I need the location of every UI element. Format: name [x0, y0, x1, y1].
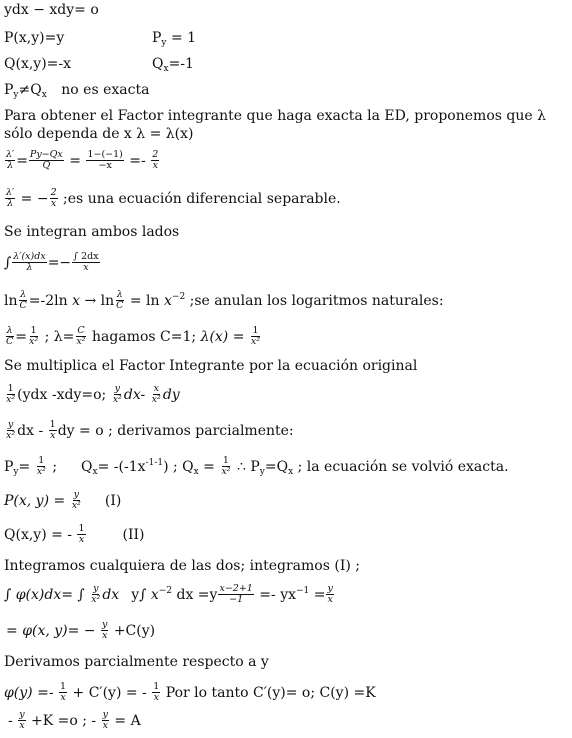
partial-derivative-line: $\frac{y}{\text{x²}}$ dx - $\frac{1}{x}$ dy = o ; derivamos parcialmente: [6, 419, 294, 442]
exactness-check-line: $P_y=$ $\frac{1}{\text{x²}}$ ; $Q_x= -(-1x^{-1-1})$ ; $Q_x$ = $\frac{1}{\text{x²}}$ ∴ $P_y=Q_x$ ; la ecuación se volvió exacta. [4, 455, 509, 478]
lambda-solution-line: $\frac{\lambda}{C}$ = $\frac{1}{\text{x²}}$ ; λ= $\frac{C}{\text{x²}}$ hagamos C=1; λ(x) = $\frac{1}{\text{x²}}$ [6, 325, 261, 348]
fraction: $\frac{\lambda}{C}$ [116, 289, 124, 312]
integrate-choice-text: Integramos cualquiera de las dos; integramos (I) ; [4, 558, 360, 574]
fraction: $\frac{1}{\text{x²}}$ [36, 455, 46, 478]
fraction: $\frac{1-(-1)}{-x}$ [87, 149, 123, 172]
fraction: $\frac{\lambda'(x)dx}{\lambda}$ [13, 251, 46, 274]
fraction: $\frac{1}{x}$ [60, 681, 67, 704]
fraction: $\frac{1}{x}$ [153, 681, 160, 704]
fraction: $\frac{y}{x}$ [19, 709, 25, 732]
fraction: $\frac{Py-Qx}{Q}$ [29, 149, 63, 172]
fraction: $\frac{x}{\text{x²}}$ [151, 383, 161, 406]
integrating-factor-paragraph: Para obtener el Factor integrante que haga exacta la ED, proponemos que λ sólo dependa de x λ = λ(x) [4, 108, 546, 142]
equation-ii: Q(x,y) = - $\frac{1}{x}$ (II) [4, 523, 145, 546]
fraction: $\frac{1}{\text{x²}}$ [29, 325, 39, 348]
fraction: $\frac{\lambda'}{\lambda}$ [6, 187, 15, 210]
lambda-ratio-equation: $\frac{\lambda'}{\lambda}$ = $\frac{Py-Qx}{Q}$ = $\frac{1-(-1)}{-x}$ =- $\frac{2}{x}$ [6, 149, 159, 172]
ode-equation: ydx − xdy= o [4, 2, 99, 18]
equation-i: P(x, y) = $\frac{y}{\text{x²}}$ (I) [4, 489, 122, 512]
integrate-both-sides-text: Se integran ambos lados [4, 224, 180, 240]
fraction: $\frac{1}{\text{x²}}$ [221, 455, 231, 478]
fraction: $\frac{2}{x}$ [50, 187, 57, 210]
separable-equation-line: $\frac{\lambda'}{\lambda}$ = − $\frac{2}{x}$ ;es una ecuación diferencial separable. [6, 187, 341, 210]
fraction: $\frac{y}{\text{x²}}$ [112, 383, 122, 406]
py-derivative: $P_y = 1$ [152, 30, 197, 48]
p-definition-row: P(x,y)=y [4, 30, 65, 46]
phi-result-line: = φ(x, y)= − $\frac{y}{x}$ +C(y) [6, 619, 156, 642]
integration-line: ∫ φ(x)dx= ∫ $\frac{y}{\text{x²}}$ dx y∫ $x^{-2}$ dx =y $\frac{x-2+1}{-1}$ =- $yx^{-1}$ = $\frac{y}{x}$ [4, 583, 333, 606]
fraction: $\frac{1}{\text{x²}}$ [6, 383, 16, 406]
multiply-factor-text: Se multiplica el Factor Integrante por la ecuación original [4, 358, 418, 374]
fraction: $\frac{1}{\text{x²}}$ [250, 325, 261, 348]
fraction: $\frac{y}{\text{x²}}$ [6, 419, 16, 442]
cy-derivation-line: φ(y) =- $\frac{1}{x}$ + C′(y) = - $\frac{1}{x}$ Por lo tanto C′(y)= o; C(y) =K [4, 681, 376, 704]
fraction: $\frac{1}{x}$ [49, 419, 56, 442]
fraction: $\frac{C}{\text{x²}}$ [76, 325, 86, 348]
fraction: $\frac{y}{x}$ [327, 583, 333, 606]
not-exact-statement: $P_y\ne Q_x$ no es exacta [4, 82, 150, 100]
qx-derivative: $Q_x=-1$ [152, 56, 194, 74]
fraction: $\frac{y}{x}$ [102, 619, 108, 642]
fraction: $\frac{2}{x}$ [152, 149, 159, 172]
final-solution-line: - $\frac{y}{x}$ +K =o ; - $\frac{y}{x}$ = A [8, 709, 141, 732]
fraction: $\frac{y}{\text{x²}}$ [91, 583, 101, 606]
integral-equation: ∫ $\frac{\lambda'(x)dx}{\lambda}$ =− $\frac{\int 2dx}{x}$ [4, 251, 99, 274]
fraction: $\frac{\lambda'}{\lambda}$ [6, 149, 15, 172]
fraction: $\frac{y}{x}$ [102, 709, 108, 732]
derive-partial-text: Derivamos parcialmente respecto a y [4, 654, 269, 670]
multiplied-equation: $\frac{1}{\text{x²}}$ (ydx -xdy=o; $\frac{y}{\text{x²}}$ dx- $\frac{x}{\text{x²}}$ dy [6, 383, 180, 406]
fraction: $\frac{\int 2dx}{x}$ [73, 251, 99, 274]
q-definition-row: Q(x,y)=-x [4, 56, 72, 72]
logarithm-equation: ln $\frac{\lambda}{C}$ =-2ln x → ln $\frac{\lambda}{C}$ = $\ln x^{-2}$ ;se anulan los logaritmos naturales: [4, 289, 444, 312]
fraction: $\frac{\lambda}{C}$ [6, 325, 14, 348]
fraction: $\frac{\lambda}{C}$ [19, 289, 27, 312]
fraction: $\frac{x-2+1}{-1}$ [219, 583, 253, 606]
fraction: $\frac{y}{\text{x²}}$ [71, 489, 81, 512]
fraction: $\frac{1}{x}$ [78, 523, 85, 546]
